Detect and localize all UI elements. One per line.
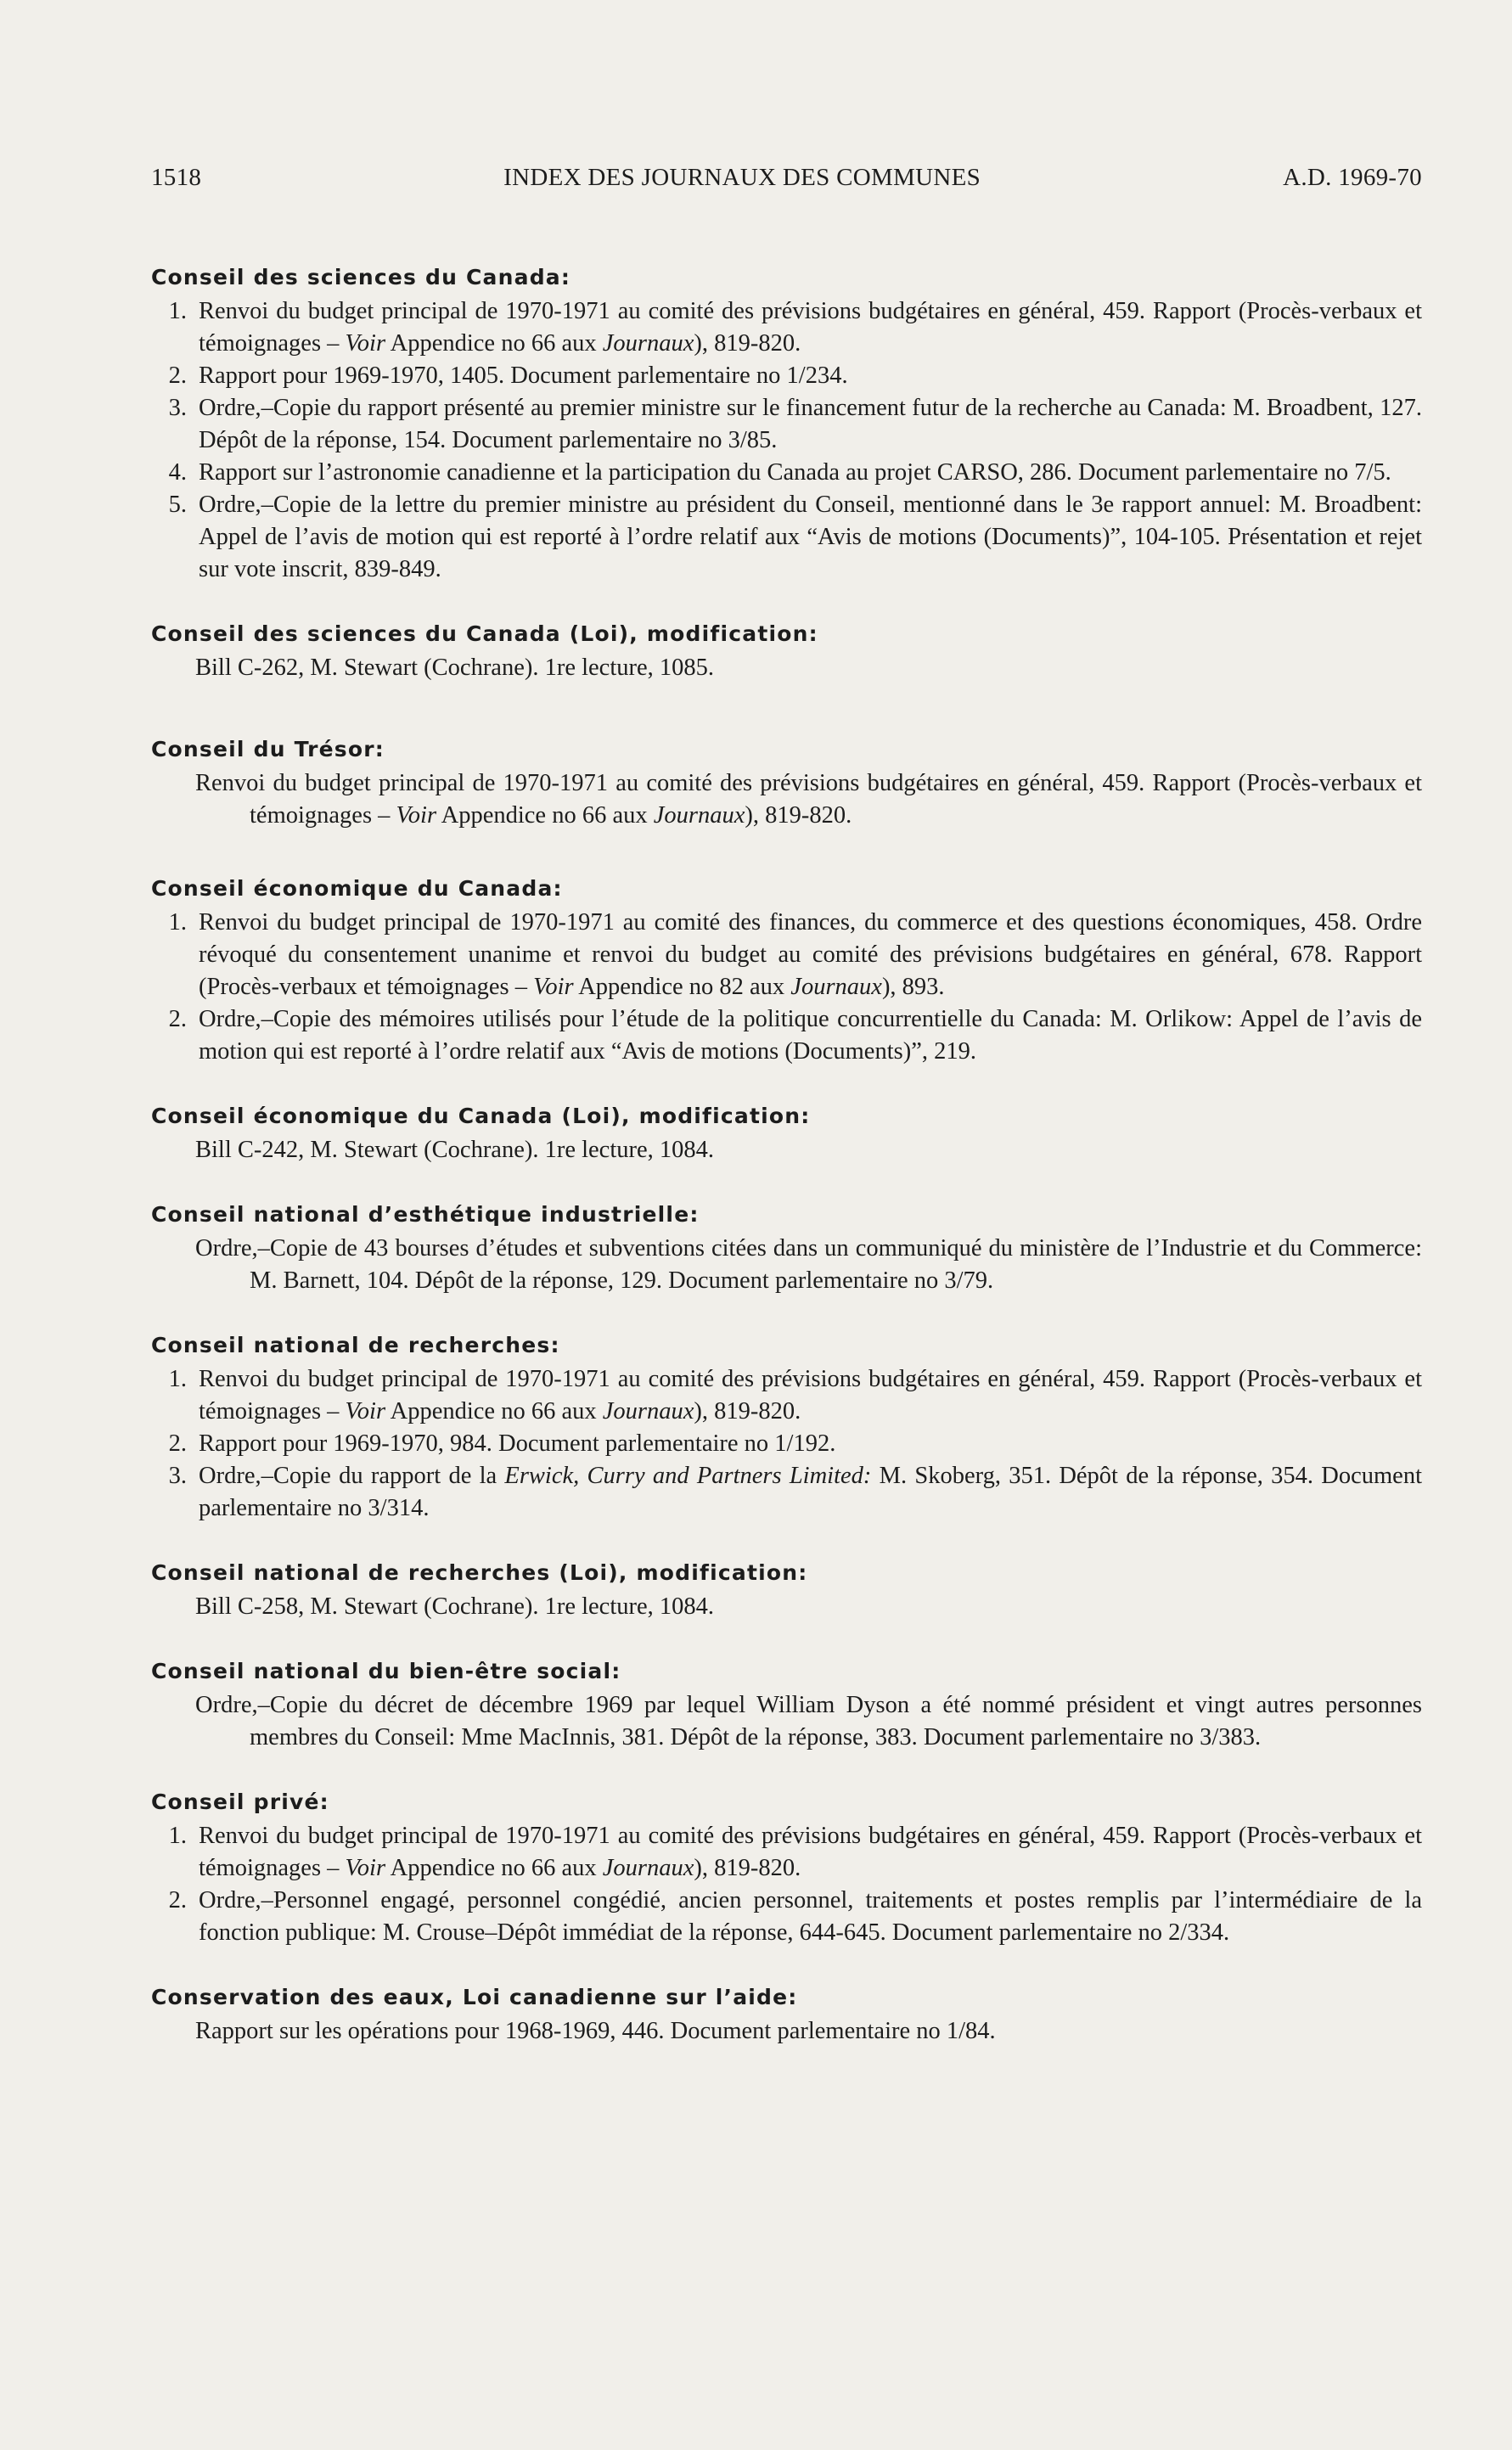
item-number: 1. [168,1823,187,1849]
item-number: 2. [168,1887,187,1913]
item-number: 3. [168,1463,187,1489]
item-number: 2. [168,1430,187,1457]
item-number: 1. [168,1366,187,1392]
index-entry [151,1329,1422,1525]
item-text: Ordre,–Copie des mémoires utilisés pour l’étude de la politique concurrentielle du Canada: M. Orlikow: Appel de l’avis de motion qui est reporté à l’ordre relatif aux “Avis de motions (Documents)”, 219. [199,1006,1422,1065]
entry-item [151,489,1422,586]
item-text: Renvoi du budget principal de 1970-1971 au comité des prévisions budgétaires en général, 459. Rapport (Procès-verbaux et témoignages – Voir Appendice no 66 aux Journaux), 819-820. [199,1823,1422,1881]
entry-heading: Conseil économique du Canada (Loi), modification: [151,1104,811,1128]
item-text: Rapport sur l’astronomie canadienne et la participation du Canada au projet CARSO, 286. Document parlementaire no 7/5. [199,459,1391,486]
entry-heading: Conseil économique du Canada: [151,876,563,901]
index-entry [151,1786,1422,1949]
page-header [151,164,1422,192]
item-text: Ordre,–Personnel engagé, personnel congédié, ancien personnel, traitements et postes remplis par l’intermédiaire de la fonction publique: M. Crouse–Dépôt immédiat de la réponse, 644-645. Document parlementaire no 2/334. [199,1887,1422,1946]
item-text: Renvoi du budget principal de 1970-1971 au comité des prévisions budgétaires en général, 459. Rapport (Procès-verbaux et témoignages – Voir Appendice no 66 aux Journaux), 819-820. [199,298,1422,357]
entry-heading: Conseil national d’esthétique industrielle: [151,1202,700,1227]
entry-item [151,907,1422,1003]
entry-item [151,1885,1422,1949]
entry-text: Bill C-258, M. Stewart (Cochrane). 1re lecture, 1084. [195,1593,715,1620]
item-text: Renvoi du budget principal de 1970-1971 au comité des prévisions budgétaires en général, 459. Rapport (Procès-verbaux et témoignages – Voir Appendice no 66 aux Journaux), 819-820. [199,1366,1422,1424]
entry-item [151,1428,1422,1460]
entry-item [151,1363,1422,1428]
item-number: 1. [168,298,187,324]
entry-heading: Conseil du Trésor: [151,737,385,761]
entry-item [151,1820,1422,1885]
entry-item [151,1003,1422,1068]
item-text: Ordre,–Copie du rapport de la Erwick, Curry and Partners Limited: M. Skoberg, 351. Dépôt de la réponse, 354. Document parlementaire no 3/314. [199,1463,1422,1521]
entry-text: Ordre,–Copie du décret de décembre 1969 par lequel William Dyson a été nommé président et vingt autres personnes membres du Conseil: Mme MacInnis, 381. Dépôt de la réponse, 383. Document parlementaire no 3/383. [195,1692,1422,1750]
entry-item [151,457,1422,489]
entry-item [151,360,1422,392]
page-title: INDEX DES JOURNAUX DES COMMUNES [503,164,981,191]
entry-heading: Conseil national de recherches (Loi), modification: [151,1560,808,1585]
index-entry [151,1199,1422,1297]
entry-heading: Conseil des sciences du Canada: [151,265,571,289]
index-entry [151,1655,1422,1754]
index-entry [151,733,1422,832]
index-entry [151,1100,1422,1166]
entry-heading: Conseil des sciences du Canada (Loi), modification: [151,621,818,646]
item-text: Rapport pour 1969-1970, 1405. Document parlementaire no 1/234. [199,362,848,389]
item-text: Ordre,–Copie du rapport présenté au premier ministre sur le financement futur de la recherche au Canada: M. Broadbent, 127. Dépôt de la réponse, 154. Document parlementaire no 3/85. [199,395,1422,453]
entry-text: Bill C-242, M. Stewart (Cochrane). 1re lecture, 1084. [195,1137,715,1163]
item-number: 4. [168,459,187,486]
page-number: 1518 [151,164,202,191]
index-content [151,261,1422,2080]
item-number: 2. [168,1006,187,1032]
index-entry [151,618,1422,684]
entry-text: Rapport sur les opérations pour 1968-1969, 446. Document parlementaire no 1/84. [195,2018,996,2044]
index-entry [151,1557,1422,1623]
entry-heading: Conseil national de recherches: [151,1333,560,1357]
item-text: Renvoi du budget principal de 1970-1971 au comité des finances, du commerce et des questions économiques, 458. Ordre révoqué du consentement unanime et renvoi du budget au comité des prévisions budgétaires en général, 678. Rapport (Procès-verbaux et témoignages – Voir Appendice no 82 aux Journaux), 893. [199,909,1422,1000]
entry-item [151,392,1422,457]
entry-item [151,1460,1422,1525]
entry-item [151,295,1422,360]
index-entry [151,261,1422,586]
page-year: A.D. 1969-70 [1283,164,1422,191]
entry-text: Ordre,–Copie de 43 bourses d’études et subventions citées dans un communiqué du ministère de l’Industrie et du Commerce: M. Barnett, 104. Dépôt de la réponse, 129. Document parlementaire no 3/79. [195,1235,1422,1294]
entry-heading: Conseil national du bien-être social: [151,1659,621,1683]
item-text: Rapport pour 1969-1970, 984. Document parlementaire no 1/192. [199,1430,836,1457]
entry-text: Bill C-262, M. Stewart (Cochrane). 1re lecture, 1085. [195,655,715,681]
item-number: 2. [168,362,187,389]
index-entry [151,1981,1422,2048]
entry-heading: Conseil privé: [151,1790,329,1814]
item-number: 1. [168,909,187,936]
entry-heading: Conservation des eaux, Loi canadienne sur l’aide: [151,1985,798,2009]
item-text: Ordre,–Copie de la lettre du premier ministre au président du Conseil, mentionné dans le 3e rapport annuel: M. Broadbent: Appel de l’avis de motion qui est reporté à l’ordre relatif aux “Avis de motions (Documents)”, 104-105. Présentation et rejet sur vote inscrit, 839-849. [199,492,1422,582]
index-entry [151,873,1422,1068]
item-number: 3. [168,395,187,421]
entry-text: Renvoi du budget principal de 1970-1971 au comité des prévisions budgétaires en général, 459. Rapport (Procès-verbaux et témoignages – Voir Appendice no 66 aux Journaux), 819-820. [195,770,1422,829]
item-number: 5. [168,492,187,518]
